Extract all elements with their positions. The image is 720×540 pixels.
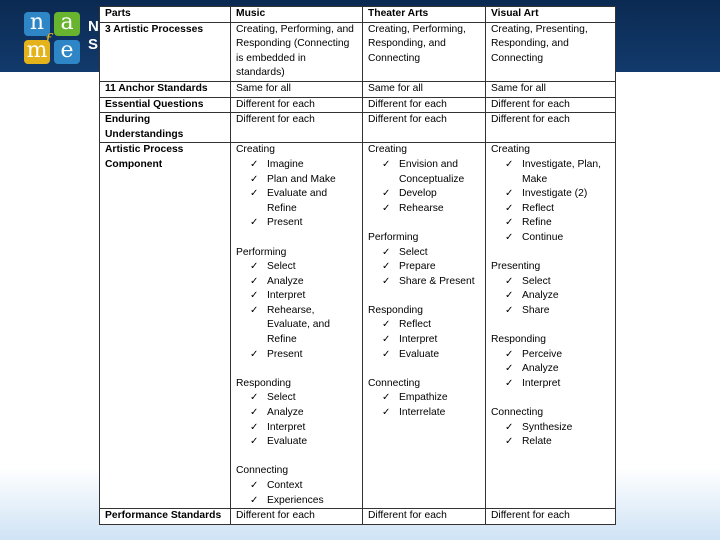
process-item-label: Reflect [522, 202, 555, 214]
process-group [368, 377, 480, 421]
cell-music: Creating, Performing, and Responding (Connecting is embedded in standards) [231, 22, 363, 81]
process-heading: Performing [236, 246, 287, 258]
checkmark-icon: ✓ [505, 363, 514, 375]
process-item-label: Rehearse [399, 202, 444, 214]
cell-music: Same for all [231, 81, 363, 97]
process-heading: Creating [236, 144, 275, 156]
row-label: Artistic Process Component [105, 144, 184, 170]
checkmark-icon: ✓ [382, 275, 391, 287]
process-item [491, 216, 610, 231]
cell-theater: Different for each [363, 113, 486, 143]
cell-music: Different for each [231, 113, 363, 143]
process-group [491, 260, 610, 318]
process-item [368, 202, 480, 217]
cell-music: Different for each [231, 97, 363, 113]
process-item-label: Develop [399, 188, 437, 200]
process-item-list [491, 158, 610, 246]
header-parts: Parts [100, 7, 231, 23]
process-item-list [368, 391, 480, 420]
process-list [368, 143, 480, 420]
process-item-label: Investigate, Plan, Make [522, 158, 601, 185]
process-heading: Connecting [236, 465, 289, 477]
checkmark-icon: ✓ [505, 231, 514, 243]
process-item-label: Share [522, 304, 550, 316]
process-heading: Responding [236, 377, 291, 389]
checkmark-icon: ✓ [382, 392, 391, 404]
process-heading: Connecting [491, 407, 544, 419]
process-item [491, 289, 610, 304]
process-group [491, 143, 610, 245]
header-music: Music [231, 7, 363, 23]
banner-title-fragment-top: N [88, 18, 99, 35]
process-item-label: Select [522, 275, 551, 287]
header-row [100, 7, 616, 23]
checkmark-icon: ✓ [250, 217, 259, 229]
process-item [491, 158, 610, 187]
process-item-label: Interrelate [399, 407, 446, 419]
process-group [236, 143, 357, 231]
process-list [236, 143, 357, 508]
checkmark-icon: ✓ [250, 188, 259, 200]
process-item [491, 348, 610, 363]
process-item-list [236, 391, 357, 449]
checkmark-icon: ✓ [382, 334, 391, 346]
logo-tile-m: m [24, 40, 50, 64]
process-item [236, 304, 357, 348]
process-heading: Creating [368, 144, 407, 156]
process-item [236, 216, 357, 231]
process-item-label: Perceive [522, 348, 563, 360]
cell-theater-processes [363, 143, 486, 509]
row-essential-questions [100, 97, 616, 113]
process-group [491, 333, 610, 391]
checkmark-icon: ✓ [505, 188, 514, 200]
process-item-label: Rehearse, Evaluate, and Refine [267, 304, 330, 346]
row-enduring-understandings [100, 113, 616, 143]
checkmark-icon: ✓ [250, 348, 259, 360]
process-item-label: Evaluate and Refine [267, 188, 328, 214]
process-item [236, 435, 357, 450]
checkmark-icon: ✓ [505, 217, 514, 229]
process-item-label: Interpret [399, 334, 438, 346]
checkmark-icon: ✓ [505, 275, 514, 287]
checkmark-icon: ✓ [382, 246, 391, 258]
process-item [368, 391, 480, 406]
process-item [236, 348, 357, 363]
process-item [236, 187, 357, 216]
logo-tile-a: a [54, 12, 80, 36]
checkmark-icon: ✓ [250, 304, 259, 316]
process-item [236, 158, 357, 173]
process-heading: Creating [491, 144, 530, 156]
checkmark-icon: ✓ [382, 261, 391, 273]
process-item [236, 260, 357, 275]
row-artistic-process-component [100, 143, 616, 509]
process-group [491, 406, 610, 450]
process-item [236, 494, 357, 509]
row-label: Enduring Understandings [100, 113, 231, 143]
cell-music-processes [231, 143, 363, 509]
process-item [491, 362, 610, 377]
process-group [236, 246, 357, 363]
process-item [491, 202, 610, 217]
process-item-label: Share & Present [399, 275, 475, 287]
cell-visual: Creating, Presenting, Responding, and Connecting [486, 22, 616, 81]
process-group [236, 377, 357, 450]
checkmark-icon: ✓ [250, 275, 259, 287]
process-item-list [236, 479, 357, 508]
process-item [236, 289, 357, 304]
process-item-label: Analyze [522, 290, 559, 302]
process-item [491, 231, 610, 246]
process-item-label: Interpret [522, 377, 561, 389]
process-item-label: Continue [522, 231, 564, 243]
cell-visual: Different for each [486, 113, 616, 143]
process-heading: Performing [368, 231, 419, 243]
process-item-label: Analyze [267, 407, 304, 419]
process-item [236, 391, 357, 406]
logo-script-f: f [45, 30, 51, 49]
process-item-list [491, 421, 610, 450]
process-item [236, 421, 357, 436]
process-item-list [491, 348, 610, 392]
checkmark-icon: ✓ [382, 188, 391, 200]
process-item-list [368, 246, 480, 290]
checkmark-icon: ✓ [250, 392, 259, 404]
cell-theater: Different for each [363, 97, 486, 113]
process-item [368, 275, 480, 290]
checkmark-icon: ✓ [250, 494, 259, 506]
process-item [368, 333, 480, 348]
process-group [368, 304, 480, 362]
process-item [236, 479, 357, 494]
row-label-artistic-process-component [100, 143, 231, 509]
checkmark-icon: ✓ [250, 290, 259, 302]
process-item [368, 246, 480, 261]
row-anchor-standards [100, 81, 616, 97]
row-performance-standards [100, 509, 616, 525]
checkmark-icon: ✓ [382, 158, 391, 170]
process-item [491, 187, 610, 202]
process-item-label: Synthesize [522, 421, 573, 433]
process-item-list [368, 158, 480, 216]
process-item-label: Empathize [399, 392, 448, 404]
checkmark-icon: ✓ [250, 261, 259, 273]
cell-theater: Creating, Performing, Responding, and Connecting [363, 22, 486, 81]
arts-standards-comparison-table [99, 6, 616, 525]
checkmark-icon: ✓ [505, 436, 514, 448]
process-item-label: Select [399, 246, 428, 258]
header-visual-art: Visual Art [486, 7, 616, 23]
process-group [236, 464, 357, 508]
process-item [236, 173, 357, 188]
process-item [368, 348, 480, 363]
cell-theater: Same for all [363, 81, 486, 97]
process-group [368, 231, 480, 289]
process-item-label: Reflect [399, 319, 432, 331]
cell-visual: Same for all [486, 81, 616, 97]
nafme-logo [20, 8, 84, 66]
checkmark-icon: ✓ [250, 173, 259, 185]
row-label: Essential Questions [100, 97, 231, 113]
process-item [368, 406, 480, 421]
checkmark-icon: ✓ [250, 158, 259, 170]
process-item-label: Envision and Conceptualize [399, 158, 465, 185]
process-item-label: Analyze [267, 275, 304, 287]
process-item [236, 275, 357, 290]
process-item-label: Evaluate [267, 436, 308, 448]
process-item-label: Refine [522, 217, 552, 229]
process-item-label: Relate [522, 436, 552, 448]
checkmark-icon: ✓ [382, 407, 391, 419]
process-item-list [236, 260, 357, 362]
process-item-label: Interpret [267, 421, 306, 433]
process-item-list [236, 158, 357, 231]
checkmark-icon: ✓ [505, 348, 514, 360]
process-item [236, 406, 357, 421]
process-item [368, 318, 480, 333]
process-item-list [491, 275, 610, 319]
process-heading: Connecting [368, 377, 421, 389]
cell-visual-processes [486, 143, 616, 509]
process-item-label: Evaluate [399, 348, 440, 360]
checkmark-icon: ✓ [505, 290, 514, 302]
process-item [491, 377, 610, 392]
checkmark-icon: ✓ [505, 158, 514, 170]
header-theater-arts: Theater Arts [363, 7, 486, 23]
process-group [368, 143, 480, 216]
process-item-label: Investigate (2) [522, 188, 588, 200]
logo-tile-e: e [54, 40, 80, 64]
cell-theater: Different for each [363, 509, 486, 525]
process-item-label: Interpret [267, 290, 306, 302]
checkmark-icon: ✓ [250, 480, 259, 491]
process-heading: Presenting [491, 261, 541, 273]
process-item-label: Present [267, 217, 303, 229]
process-item-label: Imagine [267, 158, 304, 170]
process-item [491, 304, 610, 319]
row-label: Performance Standards [100, 509, 231, 525]
process-item-list [368, 318, 480, 362]
cell-visual: Different for each [486, 97, 616, 113]
checkmark-icon: ✓ [505, 202, 514, 214]
process-item-label: Present [267, 348, 303, 360]
process-item [368, 187, 480, 202]
row-artistic-processes [100, 22, 616, 81]
checkmark-icon: ✓ [382, 319, 391, 331]
banner-title-fragment [88, 18, 99, 54]
logo-tile-n: n [24, 12, 50, 36]
process-item [368, 158, 480, 187]
process-list [491, 143, 610, 449]
process-item [491, 275, 610, 290]
row-label: 11 Anchor Standards [100, 81, 231, 97]
process-item [491, 435, 610, 450]
checkmark-icon: ✓ [250, 407, 259, 419]
banner-title-fragment-bottom: S [88, 36, 99, 53]
row-label: 3 Artistic Processes [100, 22, 231, 81]
process-item-label: Prepare [399, 261, 436, 273]
process-item-label: Experiences [267, 494, 324, 506]
process-item-label: Select [267, 261, 296, 273]
process-item [491, 421, 610, 436]
process-heading: Responding [368, 304, 423, 316]
process-item-label: Select [267, 392, 296, 404]
checkmark-icon: ✓ [505, 421, 514, 433]
cell-visual: Different for each [486, 509, 616, 525]
process-item-label: Context [267, 480, 303, 491]
process-item-label: Plan and Make [267, 173, 336, 185]
checkmark-icon: ✓ [505, 304, 514, 316]
process-item [368, 260, 480, 275]
checkmark-icon: ✓ [382, 202, 391, 214]
checkmark-icon: ✓ [250, 421, 259, 433]
checkmark-icon: ✓ [382, 348, 391, 360]
checkmark-icon: ✓ [250, 436, 259, 448]
process-heading: Responding [491, 334, 546, 346]
cell-music: Different for each [231, 509, 363, 525]
process-item-label: Analyze [522, 363, 559, 375]
checkmark-icon: ✓ [505, 377, 514, 389]
